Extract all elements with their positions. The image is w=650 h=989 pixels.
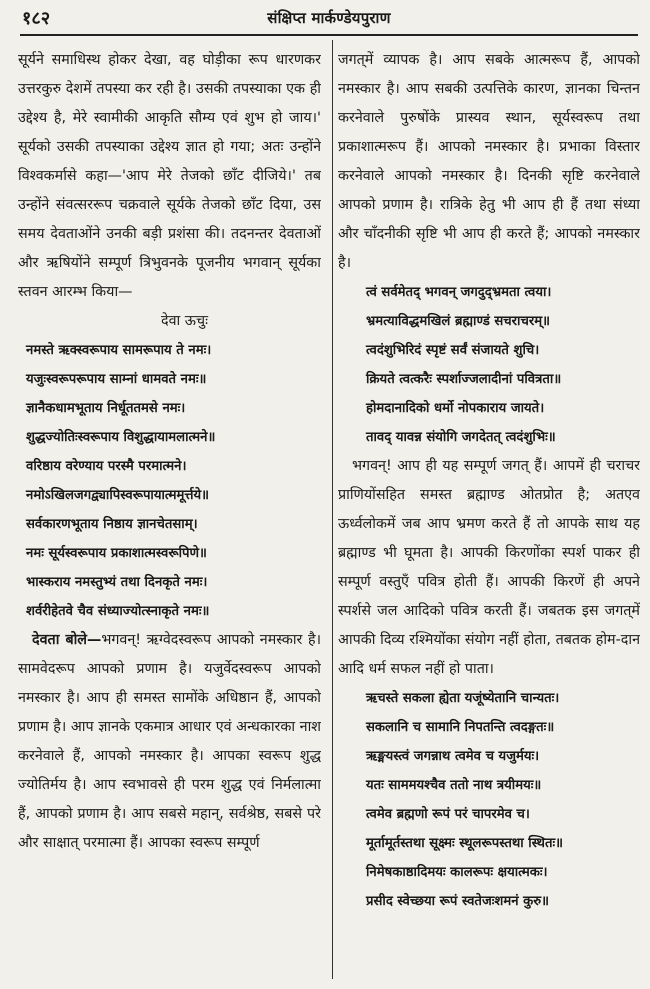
page-number: १८२ <box>22 8 51 29</box>
left-paragraph-1: सूर्यने समाधिस्थ होकर देखा, वह घोड़ीका रूप धारणकर उत्तरकुरु देशमें तपस्या कर रही है। उसकी तपस्याका एक ही उद्देश्य है, मेरे स्वामीकी आकृति सौम्य एवं शुभ हो जाय।' सूर्यको उसकी तपस्याका उद्देश्य ज्ञात हो गया; अतः उन्होंने विश्वकर्मासे कहा—'आप मेरे तेजको छाँट दीजिये।' तब उन्होंने संवत्सररूप चक्रवाले सूर्यके तेजको छाँट दिया, उस समय देवताओंने उनकी बड़ी प्रशंसा की। तदनन्तर देवताओं और ऋषियोंने सम्पूर्ण त्रिभुवनके पूजनीय भगवान् सूर्यका स्तवन आरम्भ किया— <box>18 52 321 300</box>
verse-line: यतः साममयश्चैव ततो नाथ त्रयीमयः॥ <box>366 778 542 793</box>
verse-line: क्रियते त्वत्करैः स्पर्शाज्जलादीनां पवित्रता॥ <box>366 372 562 387</box>
verse-line: निमेषकाष्ठादिमयः कालरूपः क्षयात्मकः। <box>366 865 548 880</box>
verse-line: ऋङ्मयस्त्वं जगन्नाथ त्वमेव च यजुर्मयः। <box>366 749 540 764</box>
header-rule <box>20 34 638 36</box>
verse-line: शर्वरीहेतवे चैव संध्याज्योत्स्नाकृते नमः॥ <box>26 604 210 619</box>
verse-line: भास्कराय नमस्तुभ्यं तथा दिनकृते नमः। <box>26 575 208 590</box>
speaker-label: देवता बोले— <box>32 632 102 648</box>
verse-line: नमस्ते ऋक्स्वरूपाय सामरूपाय ते नमः। <box>26 343 212 358</box>
column-divider <box>332 40 333 979</box>
verse-line: नमोऽखिलजगद्व्यापिस्वरूपायात्ममूर्त्तये॥ <box>26 488 210 503</box>
verse-line: होमदानादिको धर्मो नोपकाराय जायते। <box>366 401 545 416</box>
page-header <box>22 4 636 34</box>
verse-line: सर्वकारणभूताय निष्ठाय ज्ञानचेतसाम्। <box>26 517 198 532</box>
verse-line: यजुःस्वरूपरूपाय साम्नां धामवते नमः॥ <box>26 372 207 387</box>
left-paragraph-2 <box>18 626 321 858</box>
verse-line: त्वं सर्वमेतद् भगवन् जगदुद्भ्रमता त्वया। <box>366 285 552 300</box>
left-paragraph-2-text: भगवन्! ऋग्वेदस्वरूप आपको नमस्कार है। सामवेदरूप आपको प्रणाम है। यजुर्वेदस्वरूप आपको नमस्कार है। आप ही समस्त सामोंके अधिष्ठान हैं, आपको प्रणाम है। आप ज्ञानके एकमात्र आधार एवं अन्धकारका नाश करनेवाले हैं, आपको नमस्कार है। आपका स्वरूप शुद्ध ज्योतिर्मय है। आप स्वभावसे ही परम शुद्ध एवं निर्मलात्मा हैं, आपको प्रणाम है। आप सबसे महान्, सर्वश्रेष्ठ, सबसे परे और साक्षात् परमात्मा हैं। आपका स्वरूप सम्पूर्ण <box>18 632 321 851</box>
right-paragraph-1: जगत्‌में व्यापक है। आप सबके आत्मरूप हैं, आपको नमस्कार है। आप सबकी उत्पत्तिके कारण, ज्ञानका चिन्तन करनेवाले पुरुषोंके प्रास्यव स्थान, सूर्यस्वरूप तथा प्रकाशात्मरूप हैं। आपको नमस्कार है। प्रभाका विस्तार करनेवाले आपको नमस्कार है। दिनकी सृष्टि करनेवाले आपको प्रणाम है। रात्रिके हेतु भी आप ही हैं तथा संध्या और चाँदनीकी सृष्टि भी आप ही करते हैं; आपको नमस्कार है। <box>338 52 640 271</box>
right-paragraph-2: भगवन्! आप ही यह सम्पूर्ण जगत् हैं। आपमें ही चराचर प्राणियोंसहित समस्त ब्रह्माण्ड ओतप्रोत है; अतएव ऊर्ध्वलोकमें जब आप भ्रमण करते हैं तो आपके साथ यह ब्रह्माण्ड भी घूमता है। आपकी किरणोंका स्पर्श पाकर ही सम्पूर्ण वस्तुएँ पवित्र होती हैं। आपकी किरणें ही अपने स्पर्शसे जल आदिको पवित्र करती हैं। जबतक इस जगत्‌में आपकी दिव्य रश्मियोंका संयोग नहीं होता, तबतक होम-दान आदि धर्म सफल नहीं हो पाता। <box>338 458 640 677</box>
verse-line: ऋचस्ते सकला ह्येता यजूंष्येतानि चान्यतः। <box>366 691 560 706</box>
verse-line: सकलानि च सामानि निपतन्ति त्वदङ्गतः॥ <box>366 720 555 735</box>
left-column <box>18 46 321 983</box>
verse-line: भ्रमत्याविद्धमखिलं ब्रह्माण्डं सचराचरम्॥ <box>366 314 551 329</box>
running-title: संक्षिप्त मार्कण्डेयपुराण <box>267 9 391 27</box>
verse-line: त्वदंशुभिरिदं स्पृष्टं सर्वं संजायते शुचि। <box>366 343 540 358</box>
verse-line: नमः सूर्यस्वरूपाय प्रकाशात्मस्वरूपिणे॥ <box>26 546 207 561</box>
verse-line: शुद्धज्योतिःस्वरूपाय विशुद्धायामलात्मने॥ <box>26 430 216 445</box>
verse-line: वरिष्ठाय वरेण्याय परस्मै परमात्मने। <box>26 459 187 474</box>
verse-line: प्रसीद स्वेच्छया रूपं स्वतेजःशमनं कुरु॥ <box>366 894 550 909</box>
verse-line: मूर्तामूर्तस्तथा सूक्ष्मः स्थूलरूपस्तथा स्थितः॥ <box>366 836 564 851</box>
verse-line: ज्ञानैकधामभूताय निर्धूततमसे नमः। <box>26 401 186 416</box>
verse-line: तावद् यावन्न संयोगि जगदेतत् त्वदंशुभिः॥ <box>366 430 556 445</box>
deva-heading: देवा ऊचुः <box>161 313 208 329</box>
verse-line: त्वमेव ब्रह्मणो रूपं परं चापरमेव च। <box>366 807 530 822</box>
right-column <box>338 46 640 983</box>
